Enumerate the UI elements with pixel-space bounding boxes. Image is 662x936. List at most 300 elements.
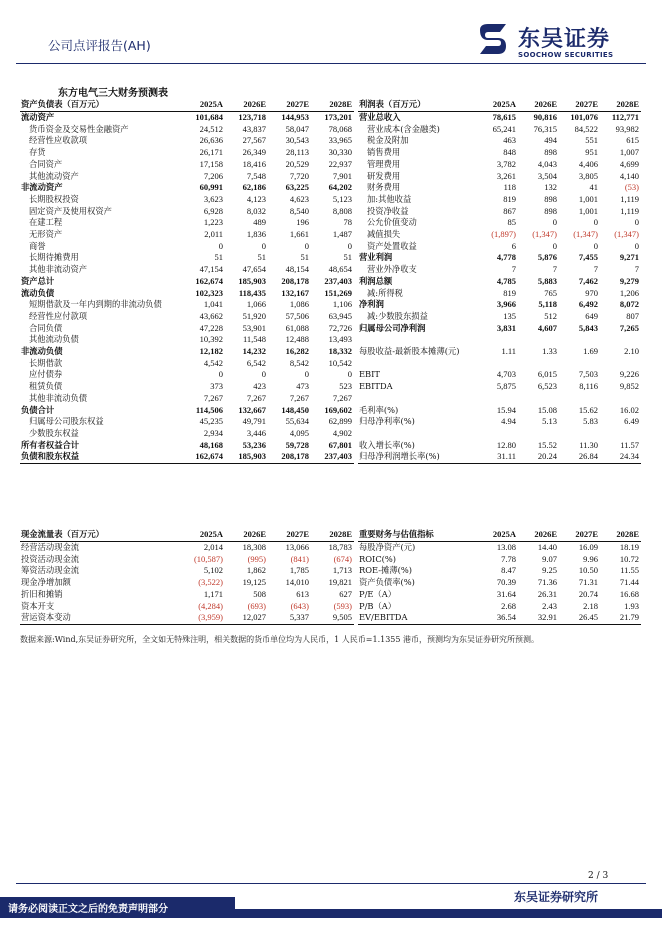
table-row — [358, 299, 641, 311]
value-cell: 9,279 — [619, 275, 639, 286]
table-header-row — [20, 98, 354, 112]
value-cell: 0 — [304, 369, 309, 380]
value-cell: 1,001 — [578, 193, 598, 204]
value-cell: 9,505 — [311, 612, 354, 624]
row-label: 合同负债 — [29, 322, 63, 333]
value-cell: 65,241 — [492, 123, 516, 134]
value-cell: 494 — [544, 135, 557, 146]
table-row — [20, 381, 354, 393]
table-row — [358, 565, 641, 577]
value-cell: 7 — [552, 264, 557, 275]
value-cell: 2.18 — [583, 600, 598, 611]
value-cell: 15.94 — [496, 404, 516, 415]
value-cell: 14,010 — [285, 577, 309, 588]
value-cell: 132,667 — [238, 404, 266, 415]
value-cell: 84,522 — [574, 123, 598, 134]
value-cell: 4,123 — [246, 193, 266, 204]
value-cell: 14,232 — [242, 346, 266, 357]
table-row — [20, 217, 354, 229]
table-header-label: 利润表（百万元） — [358, 98, 477, 112]
value-cell: 898 — [544, 147, 557, 158]
value-cell: 4,785 — [496, 275, 516, 286]
row-label: 经营性应付款项 — [29, 310, 88, 321]
value-cell: 2,934 — [203, 427, 223, 438]
value-cell: 7 — [593, 264, 598, 275]
value-cell: 1,862 — [246, 565, 266, 576]
table-header-row — [358, 98, 641, 112]
table-row — [20, 311, 354, 323]
value-cell: 67,801 — [328, 439, 352, 450]
value-cell: 43,662 — [199, 310, 223, 321]
year-header: 2027E — [268, 528, 311, 542]
value-cell: 237,403 — [324, 275, 352, 286]
value-cell: 70.39 — [496, 577, 516, 588]
row-label: 少数股东权益 — [29, 427, 79, 438]
table-row — [358, 358, 641, 370]
row-label: 管理费用 — [367, 158, 401, 169]
value-cell: 9,226 — [619, 369, 639, 380]
value-cell: 22,937 — [328, 158, 352, 169]
value-cell: 7 — [511, 264, 516, 275]
value-cell: 7,503 — [578, 369, 598, 380]
value-cell: 85 — [507, 217, 516, 228]
table-row — [20, 393, 354, 405]
row-label: 其他流动负债 — [29, 334, 79, 345]
value-cell: 16.68 — [619, 588, 639, 599]
value-cell: 20.24 — [518, 451, 559, 463]
value-cell: 0 — [593, 217, 598, 228]
value-cell: 0 — [218, 240, 223, 251]
value-cell: 196 — [296, 217, 309, 228]
value-cell: 8,072 — [619, 299, 639, 310]
value-cell: 0 — [593, 240, 598, 251]
year-header: 2028E — [600, 98, 641, 112]
table-row — [20, 159, 354, 171]
value-cell: 32.91 — [518, 612, 559, 624]
value-cell: 0 — [261, 369, 266, 380]
table-row — [358, 381, 641, 393]
value-cell: 47,654 — [242, 264, 266, 275]
value-cell: 61,088 — [285, 322, 309, 333]
value-cell: 7,206 — [203, 170, 223, 181]
row-label: 归母净利润增长率(%) — [358, 451, 477, 463]
year-header: 2025A — [477, 98, 518, 112]
value-cell: 970 — [585, 287, 598, 298]
value-cell: 4,140 — [619, 170, 639, 181]
table-row — [358, 542, 641, 554]
value-cell: 7.78 — [501, 553, 516, 564]
value-cell: 5,118 — [538, 299, 557, 310]
value-cell: 8,808 — [332, 205, 352, 216]
value-cell: 8,542 — [289, 357, 309, 368]
value-cell: 13,493 — [328, 334, 352, 345]
value-cell: 15.62 — [578, 404, 598, 415]
value-cell: 12,182 — [199, 346, 223, 357]
value-cell: 9,852 — [619, 381, 639, 392]
row-label: 存货 — [29, 147, 46, 158]
value-cell: 2,014 — [203, 542, 223, 552]
value-cell: 11.30 — [579, 439, 598, 450]
value-cell: 90,816 — [533, 112, 557, 122]
value-cell: 27,567 — [242, 135, 266, 146]
value-cell: 0 — [304, 240, 309, 251]
value-cell: 78 — [343, 217, 352, 228]
row-label: 非流动负债 — [21, 346, 63, 357]
value-cell: 24,512 — [199, 123, 223, 134]
value-cell: 8.47 — [501, 565, 516, 576]
row-label: 营业总收入 — [359, 112, 401, 122]
year-header: 2025A — [477, 528, 518, 542]
row-label: 减值损失 — [367, 229, 401, 240]
year-header: 2028E — [311, 528, 354, 542]
value-cell: 523 — [339, 381, 352, 392]
value-cell: 114,506 — [195, 404, 223, 415]
value-cell: 1,066 — [246, 299, 266, 310]
table-row — [358, 194, 641, 206]
value-cell: 26.84 — [559, 451, 600, 463]
value-cell: 63,945 — [328, 310, 352, 321]
value-cell: 19,821 — [328, 577, 352, 588]
table-row — [358, 323, 641, 335]
value-cell: 4,542 — [203, 357, 223, 368]
row-label: 利润总额 — [359, 275, 393, 286]
value-cell: 11,548 — [242, 334, 266, 345]
value-cell: 3,623 — [203, 193, 223, 204]
year-header: 2028E — [311, 98, 354, 112]
value-cell — [477, 428, 518, 440]
row-label: 所有者权益合计 — [21, 439, 80, 450]
value-cell: 48,654 — [328, 264, 352, 275]
row-label: 负债和股东权益 — [20, 451, 182, 463]
row-label: 税金及附加 — [367, 135, 409, 146]
value-cell: 0 — [634, 217, 639, 228]
value-cell: (1,897) — [491, 229, 516, 240]
row-label: 资产总计 — [21, 275, 55, 286]
value-cell: 512 — [544, 310, 557, 321]
table-row — [20, 612, 354, 624]
value-cell: 41 — [589, 182, 598, 193]
row-label: 财务费用 — [367, 182, 401, 193]
table-row — [358, 440, 641, 452]
value-cell: 185,903 — [238, 275, 266, 286]
value-cell: 7,720 — [289, 170, 309, 181]
value-cell: 4,703 — [496, 369, 516, 380]
value-cell: 47,154 — [199, 264, 223, 275]
value-cell: 3,831 — [496, 322, 516, 333]
value-cell: 101,684 — [195, 112, 223, 122]
value-cell: 173,201 — [324, 112, 352, 122]
value-cell: 1,785 — [289, 565, 309, 576]
value-cell: 0 — [552, 217, 557, 228]
value-cell: (693) — [247, 600, 266, 611]
value-cell: (4,284) — [198, 600, 223, 611]
table-row — [358, 346, 641, 358]
value-cell: 7,267 — [203, 392, 223, 403]
row-label: 折旧和摊销 — [21, 588, 63, 599]
value-cell: 373 — [210, 381, 223, 392]
value-cell: 898 — [544, 193, 557, 204]
value-cell: 1,713 — [332, 565, 352, 576]
value-cell: 14.40 — [537, 542, 557, 552]
value-cell — [518, 358, 559, 370]
year-header: 2025A — [182, 98, 225, 112]
value-cell: 508 — [253, 588, 266, 599]
value-cell: 7,267 — [332, 392, 352, 403]
value-cell: 765 — [544, 287, 557, 298]
source-note: 数据来源:Wind,东吴证券研究所，全文如无特殊注明，相关数据的货币单位均为人民币，1 人民币=1.1355 港币，预测均为东吴证券研究所预测。 — [20, 635, 540, 644]
row-label: 毛利率(%) — [359, 404, 399, 415]
value-cell: 1,206 — [619, 287, 639, 298]
value-cell — [477, 334, 518, 346]
year-header: 2026E — [518, 98, 559, 112]
value-cell: 20,529 — [285, 158, 309, 169]
value-cell: 5,123 — [332, 193, 352, 204]
value-cell: 237,403 — [311, 451, 354, 463]
table-row — [20, 288, 354, 300]
value-cell: 3,504 — [537, 170, 557, 181]
year-header: 2027E — [559, 98, 600, 112]
value-cell: 6,928 — [203, 205, 223, 216]
table-row — [358, 124, 641, 136]
value-cell: 78,068 — [328, 123, 352, 134]
year-header: 2026E — [518, 528, 559, 542]
value-cell: 627 — [339, 588, 352, 599]
row-label: 现金净增加额 — [21, 577, 71, 588]
row-label: 每股净资产(元) — [359, 542, 416, 552]
value-cell: 1,106 — [332, 299, 352, 310]
value-cell: 7,267 — [246, 392, 266, 403]
value-cell: 26,171 — [199, 147, 223, 158]
value-cell: (3,522) — [198, 577, 223, 588]
table-row — [20, 405, 354, 417]
value-cell: 102,323 — [195, 287, 223, 298]
value-cell: 2,011 — [204, 229, 223, 240]
year-header: 2025A — [182, 528, 225, 542]
value-cell: 135 — [503, 310, 516, 321]
row-label: 公允价值变动 — [367, 217, 417, 228]
row-label: ROIC(%) — [359, 553, 397, 564]
value-cell: 4,778 — [496, 252, 516, 263]
table-row — [20, 323, 354, 335]
table-row — [20, 369, 354, 381]
value-cell: 45,235 — [199, 416, 223, 427]
value-cell — [600, 358, 641, 370]
value-cell: 49,791 — [242, 416, 266, 427]
value-cell: 1,836 — [246, 229, 266, 240]
table-row — [20, 264, 354, 276]
value-cell: 1,119 — [620, 193, 639, 204]
row-label: 收入增长率(%) — [359, 439, 415, 450]
row-label: 长期待摊费用 — [29, 252, 79, 263]
value-cell: 43,837 — [242, 123, 266, 134]
year-header: 2026E — [225, 98, 268, 112]
footer-band-strip — [235, 909, 662, 918]
value-cell: 15.52 — [537, 439, 557, 450]
value-cell: 0 — [347, 369, 352, 380]
table-row — [358, 159, 641, 171]
value-cell: 21.79 — [600, 612, 641, 624]
value-cell: 10.72 — [619, 553, 639, 564]
table-row — [20, 147, 354, 159]
value-cell: 4,406 — [578, 158, 598, 169]
row-label: 筹资活动现金流 — [21, 565, 80, 576]
row-label: 固定资产及使用权资产 — [29, 205, 112, 216]
value-cell: 17,158 — [199, 158, 223, 169]
value-cell: 0 — [261, 240, 266, 251]
value-cell: 898 — [544, 205, 557, 216]
table-row — [358, 369, 641, 381]
value-cell: 7,548 — [246, 170, 266, 181]
table-row — [358, 241, 641, 253]
value-cell: 18.19 — [619, 542, 639, 552]
value-cell: 118,435 — [238, 287, 266, 298]
value-cell: 47,228 — [199, 322, 223, 333]
row-label: 合同资产 — [29, 158, 63, 169]
row-label: EV/EBITDA — [358, 612, 477, 624]
value-cell: 208,178 — [268, 451, 311, 463]
value-cell: 118 — [503, 182, 516, 193]
value-cell: 33,965 — [328, 135, 352, 146]
report-type-header: 公司点评报告(AH) — [48, 38, 151, 53]
table-row — [358, 612, 641, 624]
value-cell: (10,587) — [193, 553, 223, 564]
value-cell: 18,416 — [242, 158, 266, 169]
year-header: 2027E — [268, 98, 311, 112]
row-label: 研发费用 — [367, 170, 401, 181]
row-label — [358, 393, 477, 405]
value-cell: 18,308 — [242, 542, 266, 552]
table-row — [358, 147, 641, 159]
table-row — [20, 194, 354, 206]
value-cell: 64,202 — [328, 182, 352, 193]
value-cell: (593) — [333, 600, 352, 611]
table-header-row — [358, 528, 641, 542]
value-cell: 8,116 — [579, 381, 598, 392]
value-cell: 101,076 — [570, 112, 598, 122]
soochow-logo-icon — [476, 22, 510, 56]
row-label: 商誉 — [29, 240, 46, 251]
value-cell: 3,966 — [496, 299, 516, 310]
value-cell: 3,782 — [496, 158, 516, 169]
value-cell: 1.11 — [501, 346, 516, 357]
value-cell: 1,041 — [203, 299, 223, 310]
value-cell: (841) — [290, 553, 309, 564]
table-row — [358, 405, 641, 417]
value-cell: 51,920 — [242, 310, 266, 321]
value-cell: 11.55 — [620, 565, 639, 576]
value-cell: 57,506 — [285, 310, 309, 321]
value-cell: 18,332 — [328, 346, 352, 357]
value-cell: 5,102 — [203, 565, 223, 576]
row-label: 营运资本变动 — [20, 612, 182, 624]
value-cell: 162,674 — [195, 275, 223, 286]
value-cell: 15.08 — [537, 404, 557, 415]
value-cell: 76,315 — [533, 123, 557, 134]
year-header: 2026E — [225, 528, 268, 542]
value-cell: 0 — [218, 369, 223, 380]
value-cell: 0 — [347, 240, 352, 251]
value-cell: 1,086 — [289, 299, 309, 310]
value-cell: 19,125 — [242, 577, 266, 588]
row-label: P/B（A） — [359, 600, 397, 611]
value-cell: 26.45 — [559, 612, 600, 624]
value-cell: 13,066 — [285, 542, 309, 552]
value-cell: 6,015 — [537, 369, 557, 380]
value-cell: 848 — [503, 147, 516, 158]
row-label: 投资活动现金流 — [21, 553, 80, 564]
table-row — [20, 135, 354, 147]
row-label: 资产负债率(%) — [359, 577, 415, 588]
value-cell: 615 — [626, 135, 639, 146]
value-cell: 20.74 — [578, 588, 598, 599]
value-cell — [518, 334, 559, 346]
value-cell — [600, 428, 641, 440]
value-cell: 819 — [503, 193, 516, 204]
table-row — [20, 416, 354, 428]
row-label: EBITDA — [359, 381, 393, 392]
row-label: 经营性应收款项 — [29, 135, 88, 146]
row-label: 经营活动现金流 — [21, 542, 80, 552]
disclaimer-band — [0, 897, 235, 918]
table-row — [20, 206, 354, 218]
table-row — [20, 276, 354, 288]
row-label: 资本开支 — [21, 600, 55, 611]
table-row — [358, 311, 641, 323]
value-cell: 60,991 — [199, 182, 223, 193]
value-cell: 3,446 — [246, 427, 266, 438]
value-cell: 613 — [296, 588, 309, 599]
value-cell: 7,265 — [619, 322, 639, 333]
logo-name-en: SOOCHOW SECURITIES — [518, 51, 614, 59]
value-cell — [559, 358, 600, 370]
value-cell: (53) — [624, 182, 639, 193]
row-label: 营业外净收支 — [367, 264, 417, 275]
value-cell: 4,607 — [537, 322, 557, 333]
value-cell: 59,728 — [285, 439, 309, 450]
value-cell: 112,771 — [611, 112, 639, 122]
value-cell: 28,113 — [285, 147, 309, 158]
value-cell: 7,455 — [578, 252, 598, 263]
value-cell: 12.80 — [496, 439, 516, 450]
value-cell: 1.69 — [583, 346, 598, 357]
value-cell: 30,330 — [328, 147, 352, 158]
row-label: 货币资金及交易性金融资产 — [29, 123, 129, 134]
value-cell: 10.50 — [578, 565, 598, 576]
table-row — [358, 601, 641, 613]
value-cell: 2.43 — [542, 600, 557, 611]
value-cell: 7,462 — [578, 275, 598, 286]
value-cell: 1,171 — [203, 588, 223, 599]
footer-organization: 东吴证券研究所 — [514, 890, 599, 904]
value-cell: 1,001 — [578, 205, 598, 216]
value-cell: 7,267 — [289, 392, 309, 403]
table-row — [20, 171, 354, 183]
value-cell: 8,540 — [289, 205, 309, 216]
value-cell: 148,450 — [281, 404, 309, 415]
table-row — [358, 577, 641, 589]
value-cell: 16.09 — [578, 542, 598, 552]
value-cell: (1,347) — [573, 229, 598, 240]
value-cell: 10,542 — [328, 357, 352, 368]
row-label: 营业利润 — [359, 252, 393, 263]
value-cell: 16,282 — [285, 346, 309, 357]
row-label: 短期借款及一年内到期的非流动负债 — [29, 299, 162, 310]
row-label: 每股收益-最新股本摊薄(元) — [359, 346, 460, 357]
table-row — [358, 428, 641, 440]
value-cell: 51 — [214, 252, 223, 263]
row-label — [358, 428, 477, 440]
value-cell: 1.33 — [542, 346, 557, 357]
